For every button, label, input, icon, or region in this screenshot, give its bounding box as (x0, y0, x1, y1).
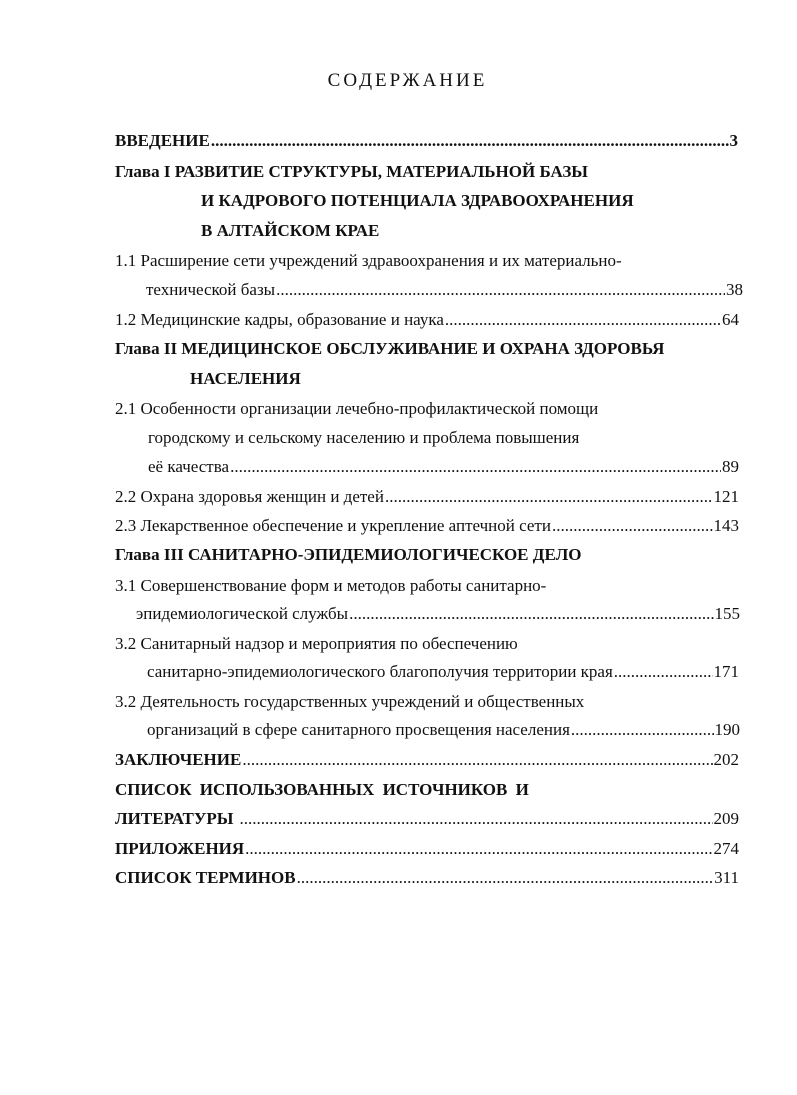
toc-page-number: 38 (726, 280, 743, 299)
toc-page-number: 209 (713, 809, 739, 828)
toc-leader (245, 838, 712, 860)
toc-entry-sources[interactable]: СПИСОК ИСПОЛЬЗОВАННЫХ ИСТОЧНИКОВ И (115, 780, 529, 799)
toc-entry-3-3[interactable]: 3.2 Деятельность государственных учреждений и общественных (115, 692, 585, 711)
toc-label: организаций в сфере санитарного просвещения населения (147, 720, 570, 739)
toc-entry-1-2[interactable] (115, 309, 739, 331)
toc-entry-2-1-cont[interactable] (148, 456, 739, 478)
toc-label: ВВЕДЕНИЕ (115, 131, 210, 150)
toc-page-number: 190 (714, 720, 740, 739)
toc-label: ПРИЛОЖЕНИЯ (115, 839, 245, 858)
toc-leader (445, 309, 721, 331)
page-title: СОДЕРЖАНИЕ (327, 70, 488, 91)
toc-label: её качества (148, 457, 230, 476)
toc-leader (276, 279, 725, 301)
toc-label: ЗАКЛЮЧЕНИЕ (115, 750, 242, 769)
chapter-1-heading[interactable]: Глава I РАЗВИТИЕ СТРУКТУРЫ, МАТЕРИАЛЬНОЙ БАЗЫ (115, 162, 589, 181)
toc-entry-sources-cont[interactable] (115, 808, 739, 830)
toc-label: СПИСОК ТЕРМИНОВ (115, 868, 296, 887)
toc-entry-2-1-cont: городскому и сельскому населению и проблема повышения (148, 428, 580, 447)
toc-entry-3-1[interactable]: 3.1 Совершенствование форм и методов работы санитарно- (115, 576, 547, 595)
chapter-2-heading[interactable]: Глава II МЕДИЦИНСКОЕ ОБСЛУЖИВАНИЕ И ОХРАНА ЗДОРОВЬЯ (115, 339, 665, 358)
toc-entry-appendix[interactable] (115, 838, 739, 860)
toc-entry-3-1-cont[interactable] (136, 603, 740, 625)
toc-label: технической базы (146, 280, 276, 299)
toc-label: 2.3 Лекарственное обеспечение и укрепление аптечной сети (115, 516, 551, 535)
chapter-1-heading-cont: И КАДРОВОГО ПОТЕНЦИАЛА ЗДРАВООХРАНЕНИЯ (201, 191, 634, 210)
toc-label: 1.2 Медицинские кадры, образование и наука (115, 310, 444, 329)
toc-page-number: 171 (713, 662, 739, 681)
toc-label: санитарно-эпидемиологического благополучия территории края (147, 662, 613, 681)
toc-leader (349, 603, 713, 625)
toc-entry-terms[interactable] (115, 867, 739, 889)
toc-entry-3-2[interactable]: 3.2 Санитарный надзор и мероприятия по обеспечению (115, 634, 518, 653)
toc-leader (385, 486, 713, 508)
toc-entry-2-2[interactable] (115, 486, 739, 508)
toc-leader (239, 808, 712, 830)
toc-label: эпидемиологической службы (136, 604, 349, 623)
toc-page-number: 89 (722, 457, 739, 476)
toc-entry-3-3-cont[interactable] (147, 719, 740, 741)
toc-leader (230, 456, 721, 478)
toc-leader (297, 867, 714, 889)
toc-entry-1-1[interactable]: 1.1 Расширение сети учреждений здравоохранения и их материально- (115, 251, 622, 270)
chapter-3-heading[interactable]: Глава III САНИТАРНО-ЭПИДЕМИОЛОГИЧЕСКОЕ ДЕЛО (115, 545, 582, 564)
chapter-2-heading-cont: НАСЕЛЕНИЯ (190, 369, 301, 388)
toc-label: 2.2 Охрана здоровья женщин и детей (115, 487, 384, 506)
toc-entry-3-2-cont[interactable] (147, 661, 739, 683)
toc-leader (614, 661, 713, 683)
toc-page-number: 143 (713, 516, 739, 535)
toc-page-number: 121 (713, 487, 739, 506)
toc-leader (552, 515, 713, 537)
toc-entry-1-1-cont[interactable] (146, 279, 743, 301)
toc-page-number: 274 (713, 839, 739, 858)
toc-page-number: 3 (729, 131, 738, 150)
toc-page-number: 311 (714, 868, 739, 887)
toc-leader (571, 719, 714, 741)
chapter-1-heading-cont: В АЛТАЙСКОМ КРАЕ (201, 221, 380, 240)
toc-page-number: 155 (714, 604, 740, 623)
toc-page-number: 64 (722, 310, 739, 329)
toc-entry-intro[interactable] (115, 130, 738, 152)
toc-entry-conclusion[interactable] (115, 749, 739, 771)
toc-label: ЛИТЕРАТУРЫ (115, 809, 234, 828)
toc-page-number: 202 (713, 750, 739, 769)
toc-entry-2-1[interactable]: 2.1 Особенности организации лечебно-профилактической помощи (115, 399, 599, 418)
toc-leader (211, 130, 729, 152)
toc-leader (242, 749, 712, 771)
toc-entry-2-3[interactable] (115, 515, 739, 537)
